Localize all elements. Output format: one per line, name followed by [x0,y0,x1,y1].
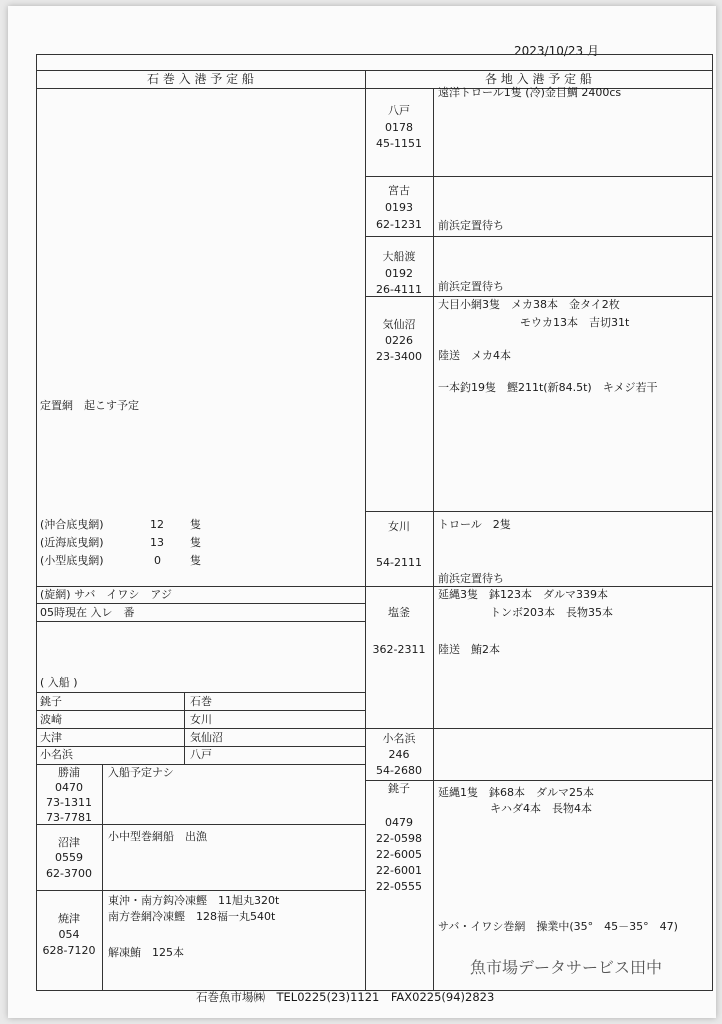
region-line: 大目小網3隻 メカ38本 金タイ2枚 [438,298,620,311]
trawl-unit: 隻 [190,536,201,549]
region-line: 前浜定置待ち [438,572,504,585]
trawl-label: (沖合底曳網) [40,518,104,531]
frame-top-inner [36,70,712,71]
divider [365,728,712,729]
port-note: 南方巻網冷凍鰹 128福一丸540t [108,910,276,923]
port-phone: 73-1311 [46,796,92,809]
region-line: 一本釣19隻 鰹211t(新84.5t) キメジ若干 [438,381,658,394]
left-header: 石 巻 入 港 予 定 船 [147,72,254,86]
port-name: 沼津 [58,836,80,849]
region-phone: 45-1151 [376,137,422,150]
divider [36,621,365,622]
service-stamp: 魚市場データサービス田中 [470,958,663,977]
region-name: 気仙沼 [382,318,416,331]
region-phone: 0192 [385,267,413,280]
region-name: 銚子 [388,782,410,795]
port-phone: 054 [58,928,80,941]
region-phone: 0193 [385,201,413,214]
region-line: トンボ203本 長物35本 [490,606,613,619]
paper-sheet [8,6,716,1018]
region-phone: 22-0555 [376,880,422,893]
region-phone: 0479 [385,816,413,829]
nyusen-port: 銚子 [40,695,62,708]
divider [36,710,365,711]
region-line: 遠洋トロール1隻 (冷)金目鯛 2400cs [438,86,622,99]
port-note: 入船予定ナシ [108,766,174,779]
divider [36,728,365,729]
region-name: 小名浜 [382,732,416,745]
nyusen-dest: 女川 [190,713,212,726]
status-line: 05時現在 入レ 番 [40,606,135,619]
nyusen-label: ( 入船 ) [40,676,78,689]
divider [36,692,365,693]
trawl-count: 0 [154,554,161,567]
port-phone: 628-7120 [42,944,96,957]
region-phone: 22-0598 [376,832,422,845]
region-phone: 0226 [385,334,413,347]
region-line: 延縄3隻 鉢123本 ダルマ339本 [438,588,608,601]
region-line: モウカ13本 吉切31t [520,316,630,329]
makiami-line: (旋網) サバ イワシ アジ [40,588,172,601]
trawl-count: 13 [150,536,164,549]
nyusen-dest: 石巻 [190,695,212,708]
region-phone: 54-2680 [376,764,422,777]
region-name: 女川 [388,520,410,533]
region-name: 八戸 [388,104,410,117]
region-phone: 22-6001 [376,864,422,877]
teichi-note: 定置網 起こす予定 [40,399,139,412]
region-phone: 23-3400 [376,350,422,363]
frame-right [712,54,713,991]
region-phone: 22-6005 [376,848,422,861]
region-phone: 246 [388,748,410,761]
region-line: 陸送 メカ4本 [438,349,511,362]
region-phone: 0178 [385,121,413,134]
divider [365,780,712,781]
divider [36,746,365,747]
region-col-divider [433,88,434,990]
divider [36,764,365,765]
port-phone: 0559 [55,851,83,864]
divider [365,511,712,512]
divider [36,603,365,604]
divider [36,586,365,587]
trawl-unit: 隻 [190,554,201,567]
region-line: 前浜定置待ち [438,219,504,232]
port-note: 小中型巻網船 出漁 [108,830,207,843]
region-name: 塩釜 [388,606,410,619]
divider [365,176,712,177]
port-note: 解凍鮪 125本 [108,946,184,959]
region-name: 宮古 [388,184,410,197]
port-note: 東沖・南方鈎冷凍鰹 11旭丸320t [108,894,280,907]
region-phone: 62-1231 [376,218,422,231]
region-phone: 54-2111 [376,556,422,569]
nyusen-dest: 八戸 [190,748,212,761]
right-header: 各 地 入 港 予 定 船 [485,72,592,86]
port-phone: 73-7781 [46,811,92,824]
nyusen-port: 小名浜 [40,748,73,761]
region-phone: 362-2311 [372,643,426,656]
port-col-divider [102,764,103,990]
port-name: 勝浦 [58,766,80,779]
region-line: サバ・イワシ巻網 操業中(35° 45－35° 47) [438,920,678,933]
nyusen-port: 波崎 [40,713,62,726]
nyusen-col-divider [184,692,185,764]
nyusen-dest: 気仙沼 [190,731,223,744]
report-date: 2023/10/23 月 [514,44,599,58]
port-phone: 62-3700 [46,867,92,880]
footer-contact: 石巻魚市場㈱ TEL0225(23)1121 FAX0225(94)2823 [196,990,495,1004]
divider [36,890,365,891]
region-line: 延縄1隻 鉢68本 ダルマ25本 [438,786,594,799]
frame-top [36,54,712,55]
region-line: 前浜定置待ち [438,280,504,293]
divider [365,586,712,587]
region-phone: 26-4111 [376,283,422,296]
region-line: 陸送 鮪2本 [438,643,500,656]
port-phone: 0470 [55,781,83,794]
port-name: 焼津 [58,912,80,925]
trawl-label: (小型底曳網) [40,554,104,567]
trawl-label: (近海底曳網) [40,536,104,549]
region-name: 大船渡 [382,250,416,263]
trawl-count: 12 [150,518,164,531]
divider [365,236,712,237]
region-line: トロール 2隻 [438,518,511,531]
region-line: キハダ4本 長物4本 [490,802,592,815]
trawl-unit: 隻 [190,518,201,531]
nyusen-port: 大津 [40,731,62,744]
